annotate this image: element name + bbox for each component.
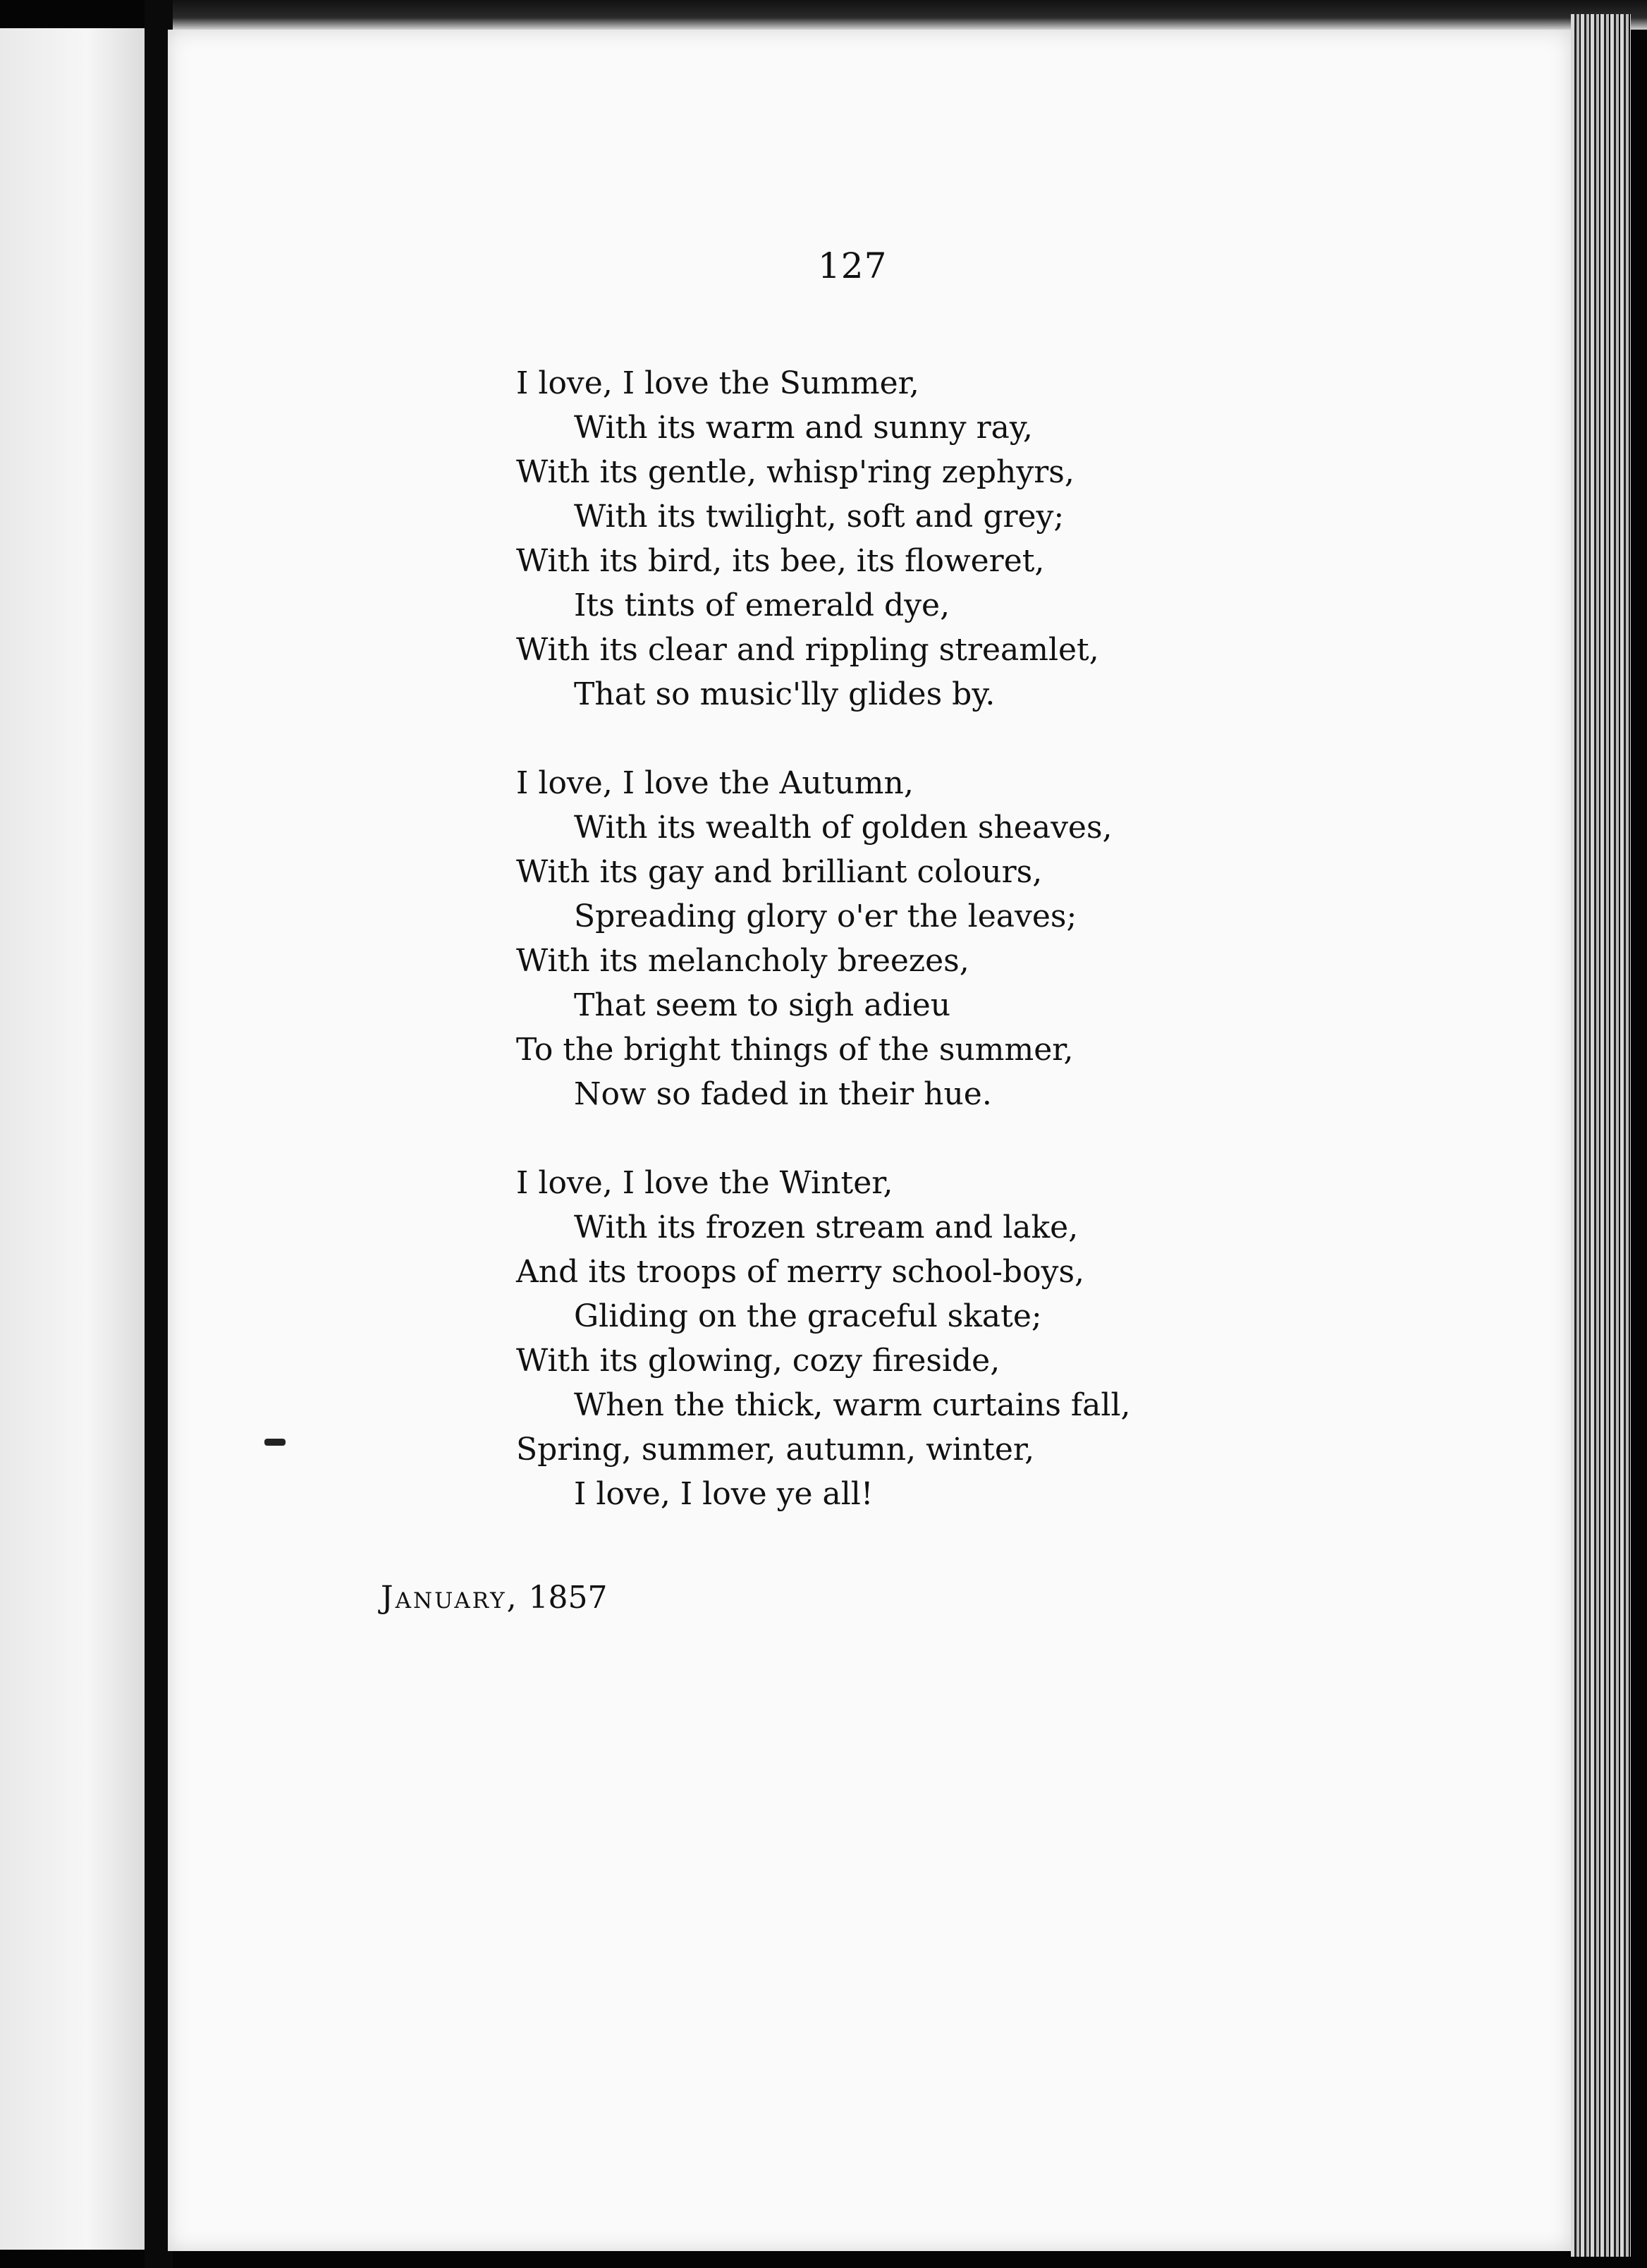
stanza-autumn [516, 761, 1362, 1116]
poem-line: With its melancholy breezes, [516, 943, 969, 979]
poem-line: Gliding on the graceful skate; [574, 1298, 1042, 1334]
book-top-edge [168, 0, 1647, 30]
poem-line: With its glowing, cozy fireside, [516, 1343, 1000, 1379]
poem-line: With its clear and rippling streamlet, [516, 632, 1099, 668]
poem [516, 361, 1362, 1561]
poem-line: To the bright things of the summer, [516, 1032, 1074, 1068]
dateline-month: January, [381, 1580, 519, 1616]
poem-line: Its tints of emerald dye, [574, 587, 950, 623]
page-number: 127 [818, 245, 888, 286]
poem-line: With its wealth of golden sheaves, [574, 810, 1113, 846]
poem-line: Spreading glory o'er the leaves; [574, 898, 1077, 934]
poem-line: Spring, summer, autumn, winter, [516, 1432, 1035, 1468]
poem-line: I love, I love the Summer, [516, 365, 919, 401]
poem-line: With its warm and sunny ray, [574, 410, 1033, 446]
previous-page-edge [0, 28, 145, 2250]
stray-ink-mark [264, 1439, 286, 1446]
poem-line: With its bird, its bee, its floweret, [516, 543, 1045, 579]
poem-line: With its gay and brilliant colours, [516, 854, 1043, 890]
poem-line: With its frozen stream and lake, [574, 1209, 1079, 1245]
poem-line: And its troops of merry school-boys, [516, 1254, 1085, 1290]
poem-line: That seem to sigh adieu [574, 987, 951, 1023]
poem-line: When the thick, warm curtains fall, [574, 1387, 1131, 1423]
poem-line: Now so faded in their hue. [574, 1076, 992, 1112]
stanza-summer [516, 361, 1362, 717]
poem-line: I love, I love the Winter, [516, 1165, 893, 1201]
poem-line: That so music'lly glides by. [574, 676, 996, 712]
stacked-page-edges [1571, 14, 1631, 2257]
poem-line: With its twilight, soft and grey; [574, 499, 1065, 535]
dateline-year: 1857 [528, 1580, 608, 1616]
poem-line: I love, I love ye all! [574, 1476, 874, 1512]
poem-line: I love, I love the Autumn, [516, 765, 914, 801]
stanza-winter [516, 1161, 1362, 1516]
dateline [381, 1580, 608, 1616]
poem-line: With its gentle, whisp'ring zephyrs, [516, 454, 1074, 490]
